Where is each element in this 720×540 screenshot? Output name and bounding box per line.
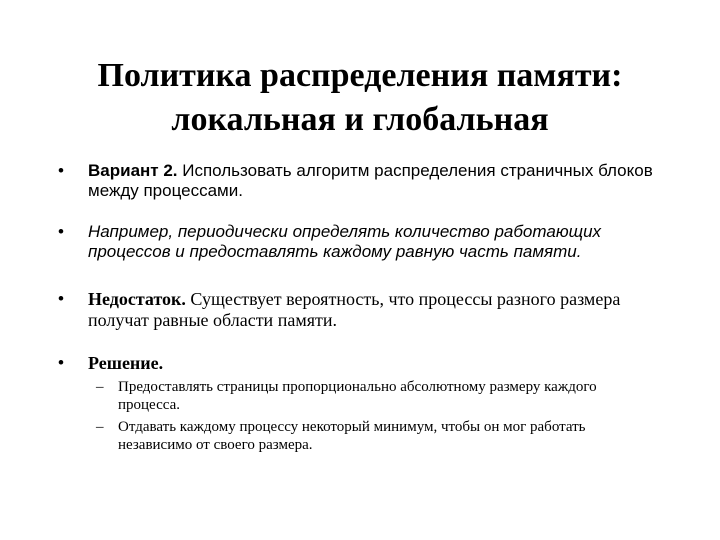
- bullet-variant-2: [58, 161, 658, 201]
- sub-bullet-minimum: [96, 418, 656, 454]
- bullet-marker: •: [58, 222, 64, 241]
- bullet-marker: •: [58, 289, 64, 308]
- sub-bullet-proportional: [96, 378, 656, 414]
- slide-title-line-1: Политика распределения памяти:: [97, 57, 623, 94]
- bullet-body: Существует вероятность, что процессы разного размера получат равные области памяти.: [88, 289, 621, 330]
- bullet-solution: [58, 353, 658, 374]
- slide-title: [40, 54, 680, 142]
- bullet-lead: Недостаток.: [88, 289, 186, 309]
- sub-bullet-text: Предоставлять страницы пропорционально абсолютному размеру каждого процесса.: [118, 379, 597, 413]
- bullet-body: Использовать алгоритм распределения страничных блоков между процессами.: [88, 161, 653, 200]
- slide-title-line-2: локальная и глобальная: [171, 101, 549, 138]
- solution-sublist: [96, 378, 656, 458]
- bullet-text: Например, периодически определять количество работающих процессов и предоставлять каждому равную часть памяти.: [88, 222, 602, 261]
- bullet-marker: •: [58, 161, 64, 180]
- bullet-text: [88, 289, 658, 331]
- bullet-lead: Вариант 2.: [88, 161, 178, 180]
- bullet-example: [58, 222, 658, 262]
- bullet-text: [88, 161, 658, 201]
- bullet-disadvantage: [58, 289, 658, 331]
- bullet-text: [88, 353, 658, 374]
- bullet-lead: Решение.: [88, 353, 164, 373]
- dash-marker: –: [96, 379, 104, 395]
- sub-bullet-text: Отдавать каждому процессу некоторый минимум, чтобы он мог работать независимо от своего размера.: [118, 419, 586, 453]
- bullet-marker: •: [58, 353, 64, 372]
- dash-marker: –: [96, 419, 104, 435]
